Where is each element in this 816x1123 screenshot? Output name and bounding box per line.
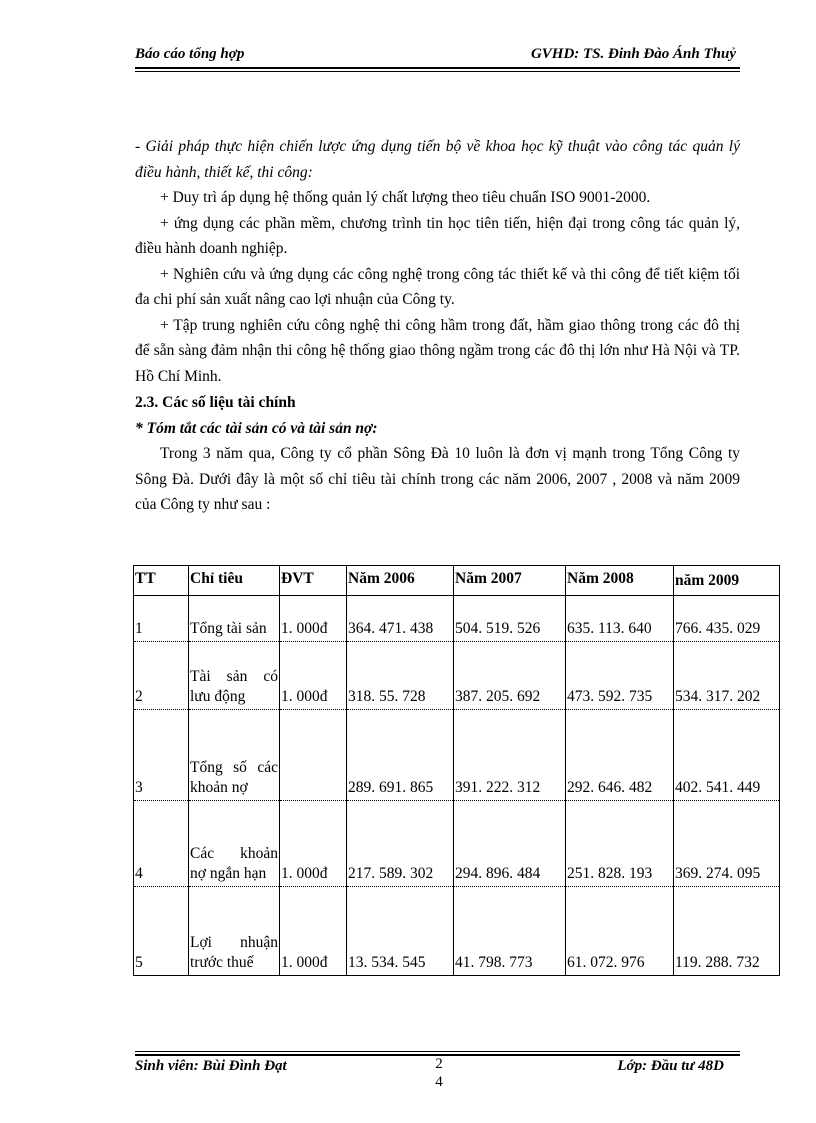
table-row xyxy=(134,596,780,642)
value-2009: 402. 541. 449 xyxy=(674,710,780,801)
value-2006: 318. 55. 728 xyxy=(347,642,454,710)
footer-rule-thin xyxy=(135,1051,740,1052)
indicator-line-1: Lợi nhuận xyxy=(190,934,278,951)
header-2009: năm 2009 xyxy=(674,566,780,596)
row-number: 3 xyxy=(134,710,189,801)
bullet-research: + Nghiên cứu và ứng dụng các công nghệ trong công tác thiết kế và thi công để tiết kiệm tối đa chi phí sản xuất nâng cao lợi nhuận của Công ty. xyxy=(135,265,740,308)
indicator-line-1: Tổng tài sản xyxy=(190,620,267,637)
section-title: 2.3. Các số liệu tài chính xyxy=(135,394,296,411)
row-unit: 1. 000đ xyxy=(280,801,347,887)
row-indicator xyxy=(189,596,280,642)
footer-class: Lớp: Đầu tư 48D xyxy=(617,1058,724,1074)
value-2008: 473. 592. 735 xyxy=(566,642,674,710)
value-2007: 391. 222. 312 xyxy=(454,710,566,801)
bullet-iso: + Duy trì áp dụng hệ thống quản lý chất lượng theo tiêu chuẩn ISO 9001-2000. xyxy=(160,189,651,206)
row-indicator xyxy=(189,801,280,887)
value-2007: 41. 798. 773 xyxy=(454,887,566,976)
header-unit: ĐVT xyxy=(280,566,347,596)
value-2007: 504. 519. 526 xyxy=(454,596,566,642)
indicator-line-2: lưu động xyxy=(190,688,246,705)
table-row xyxy=(134,887,780,976)
header-indicator: Chỉ tiêu xyxy=(189,566,280,596)
indicator-line-2: nợ ngắn hạn xyxy=(190,865,267,882)
row-indicator xyxy=(189,887,280,976)
footer-student: Sinh viên: Bùi Đình Đạt xyxy=(135,1058,287,1074)
table-header-row xyxy=(134,566,780,596)
page-number-digit-2: 4 xyxy=(435,1074,443,1090)
value-2006: 289. 691. 865 xyxy=(347,710,454,801)
header-rule-thin xyxy=(135,71,740,72)
value-2006: 364. 471. 438 xyxy=(347,596,454,642)
row-unit: 1. 000đ xyxy=(280,642,347,710)
header-tt: TT xyxy=(134,566,189,596)
indicator-line-2: khoản nợ xyxy=(190,779,248,796)
table-row xyxy=(134,710,780,801)
value-2006: 217. 589. 302 xyxy=(347,801,454,887)
header-rule-thick xyxy=(135,67,740,69)
row-unit: 1. 000đ xyxy=(280,887,347,976)
summary-paragraph: Trong 3 năm qua, Công ty cổ phần Sông Đà 10 luôn là đơn vị mạnh trong Tổng Công ty Sông Đà. Dưới đây là một số chỉ tiêu tài chính trong các năm 2006, 2007 , 2008 và năm 2009 của Công ty như sau : xyxy=(135,445,740,513)
table-row xyxy=(134,801,780,887)
value-2006: 13. 534. 545 xyxy=(347,887,454,976)
indicator-line-1: Tổng số các xyxy=(190,759,278,776)
value-2009: 534. 317. 202 xyxy=(674,642,780,710)
value-2008: 292. 646. 482 xyxy=(566,710,674,801)
table-row xyxy=(134,642,780,710)
value-2009: 119. 288. 732 xyxy=(674,887,780,976)
page-number-digit-1: 2 xyxy=(435,1056,443,1072)
row-number: 4 xyxy=(134,801,189,887)
value-2008: 251. 828. 193 xyxy=(566,801,674,887)
bullet-tunnel: + Tập trung nghiên cứu công nghệ thi công hầm trong đất, hầm giao thông trong các đô thị để sẵn sàng đảm nhận thi công hệ thống giao thông ngầm trong các đô thị lớn như Hà Nội và TP. Hồ Chí Minh. xyxy=(135,316,740,385)
value-2007: 387. 205. 692 xyxy=(454,642,566,710)
indicator-line-1: Tài sản có xyxy=(190,668,278,685)
page-body xyxy=(135,134,740,518)
row-unit: 1. 000đ xyxy=(280,596,347,642)
financial-table xyxy=(133,565,780,976)
solution-intro: - Giải pháp thực hiện chiến lược ứng dụng tiến bộ về khoa học kỹ thuật vào công tác quản lý điều hành, thiết kế, thi công: xyxy=(135,138,740,181)
header-2007: Năm 2007 xyxy=(454,566,566,596)
row-unit xyxy=(280,710,347,801)
subsection-title: * Tóm tắt các tài sản có và tài sản nợ: xyxy=(135,419,378,437)
indicator-line-1: Các khoản xyxy=(190,845,278,862)
page-number xyxy=(433,1055,445,1091)
header-supervisor: GVHD: TS. Đinh Đào Ánh Thuỷ xyxy=(530,46,736,62)
row-indicator xyxy=(189,642,280,710)
indicator-line-2: trước thuế xyxy=(190,954,254,971)
row-number: 5 xyxy=(134,887,189,976)
header-2006: Năm 2006 xyxy=(347,566,454,596)
value-2009: 369. 274. 095 xyxy=(674,801,780,887)
header-2008: Năm 2008 xyxy=(566,566,674,596)
row-number: 2 xyxy=(134,642,189,710)
value-2007: 294. 896. 484 xyxy=(454,801,566,887)
value-2008: 635. 113. 640 xyxy=(566,596,674,642)
row-indicator xyxy=(189,710,280,801)
row-number: 1 xyxy=(134,596,189,642)
page-header xyxy=(135,44,740,66)
bullet-software: + ứng dụng các phần mềm, chương trình tin học tiên tiến, hiện đại trong công tác quản lý, điều hành doanh nghiệp. xyxy=(135,214,740,257)
value-2008: 61. 072. 976 xyxy=(566,887,674,976)
header-report-title: Báo cáo tổng hợp xyxy=(135,46,245,62)
value-2009: 766. 435. 029 xyxy=(674,596,780,642)
